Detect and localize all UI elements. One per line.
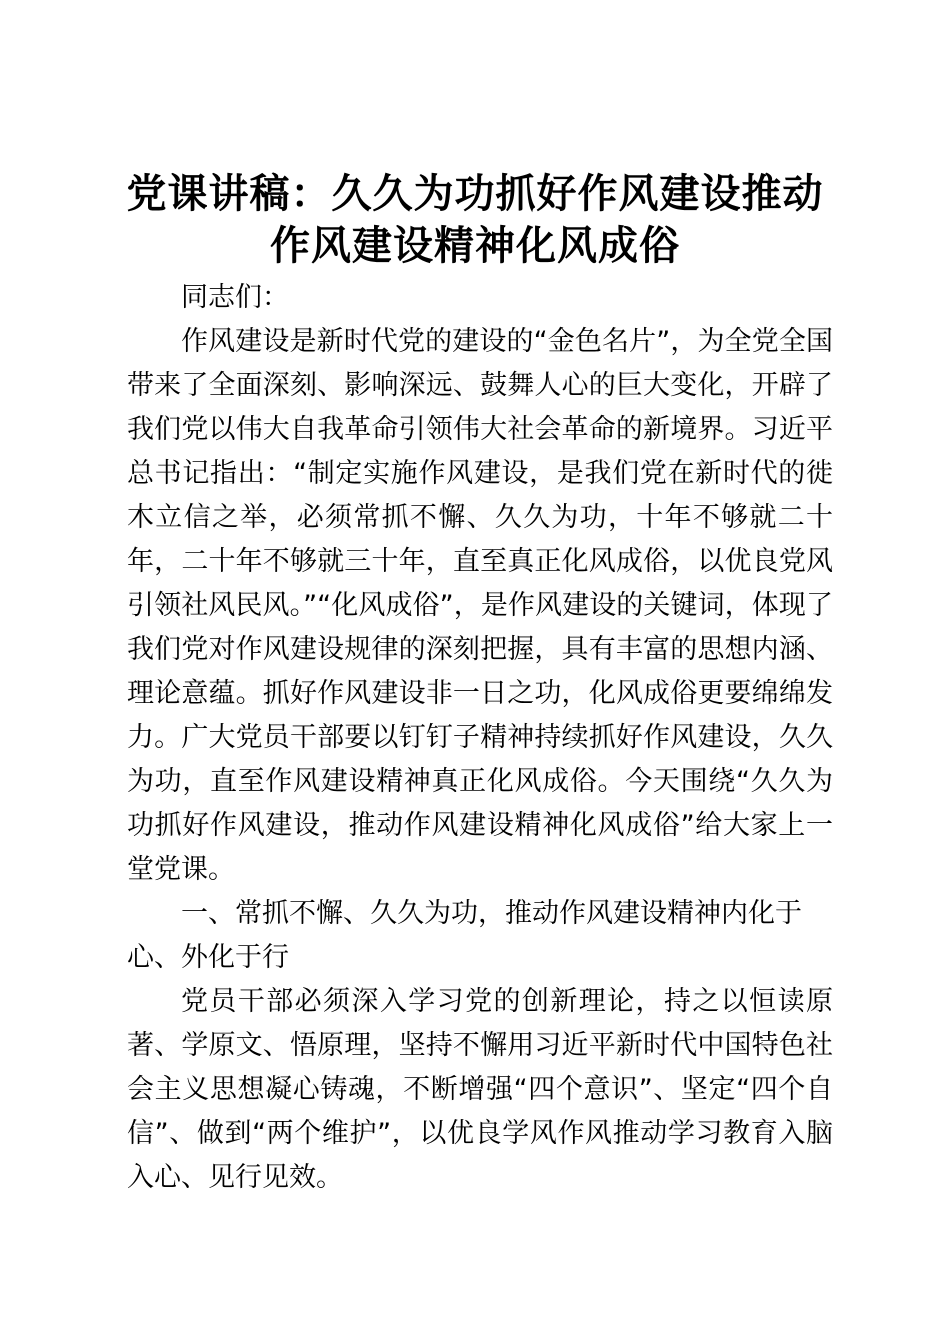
document-title	[100, 168, 850, 272]
section-1-paragraph: 党员干部必须深入学习党的创新理论，持之以恒读原著、学原文、悟原理，坚持不懈用习近平新时代中国特色社会主义思想凝心铸魂，不断增强“四个意识”、坚定“四个自信”、做到“两个维护”，以优良学风作风推动学习教育入脑入心、见行见效。	[127, 986, 833, 1193]
title-line-2: 作风建设精神化风成俗	[270, 222, 680, 269]
title-line-1: 党课讲稿：久久为功抓好作风建设推动	[126, 170, 824, 217]
section-1-heading: 一、常抓不懈、久久为功，推动作风建设精神内化于心、外化于行	[127, 898, 802, 973]
intro-paragraph: 作风建设是新时代党的建设的“金色名片”，为全党全国带来了全面深刻、影响深远、鼓舞人心的巨大变化，开辟了我们党以伟大自我革命引领伟大社会革命的新境界。习近平总书记指出：“制定实施作风建设，是我们党在新时代的徙木立信之举，必须常抓不懈、久久为功，十年不够就二十年，二十年不够就三十年，直至真正化风成俗，以优良党风引领社风民风。”“化风成俗”，是作风建设的关键词，体现了我们党对作风建设规律的深刻把握，具有丰富的思想内涵、理论意蕴。抓好作风建设非一日之功，化风成俗更要绵绵发力。广大党员干部要以钉钉子精神持续抓好作风建设，久久为功，直至作风建设精神真正化风成俗。今天围绕“久久为功抓好作风建设，推动作风建设精神化风成俗”给大家上一堂党课。	[127, 326, 833, 885]
salutation: 同志们：	[181, 282, 289, 313]
document-body	[127, 276, 833, 1200]
